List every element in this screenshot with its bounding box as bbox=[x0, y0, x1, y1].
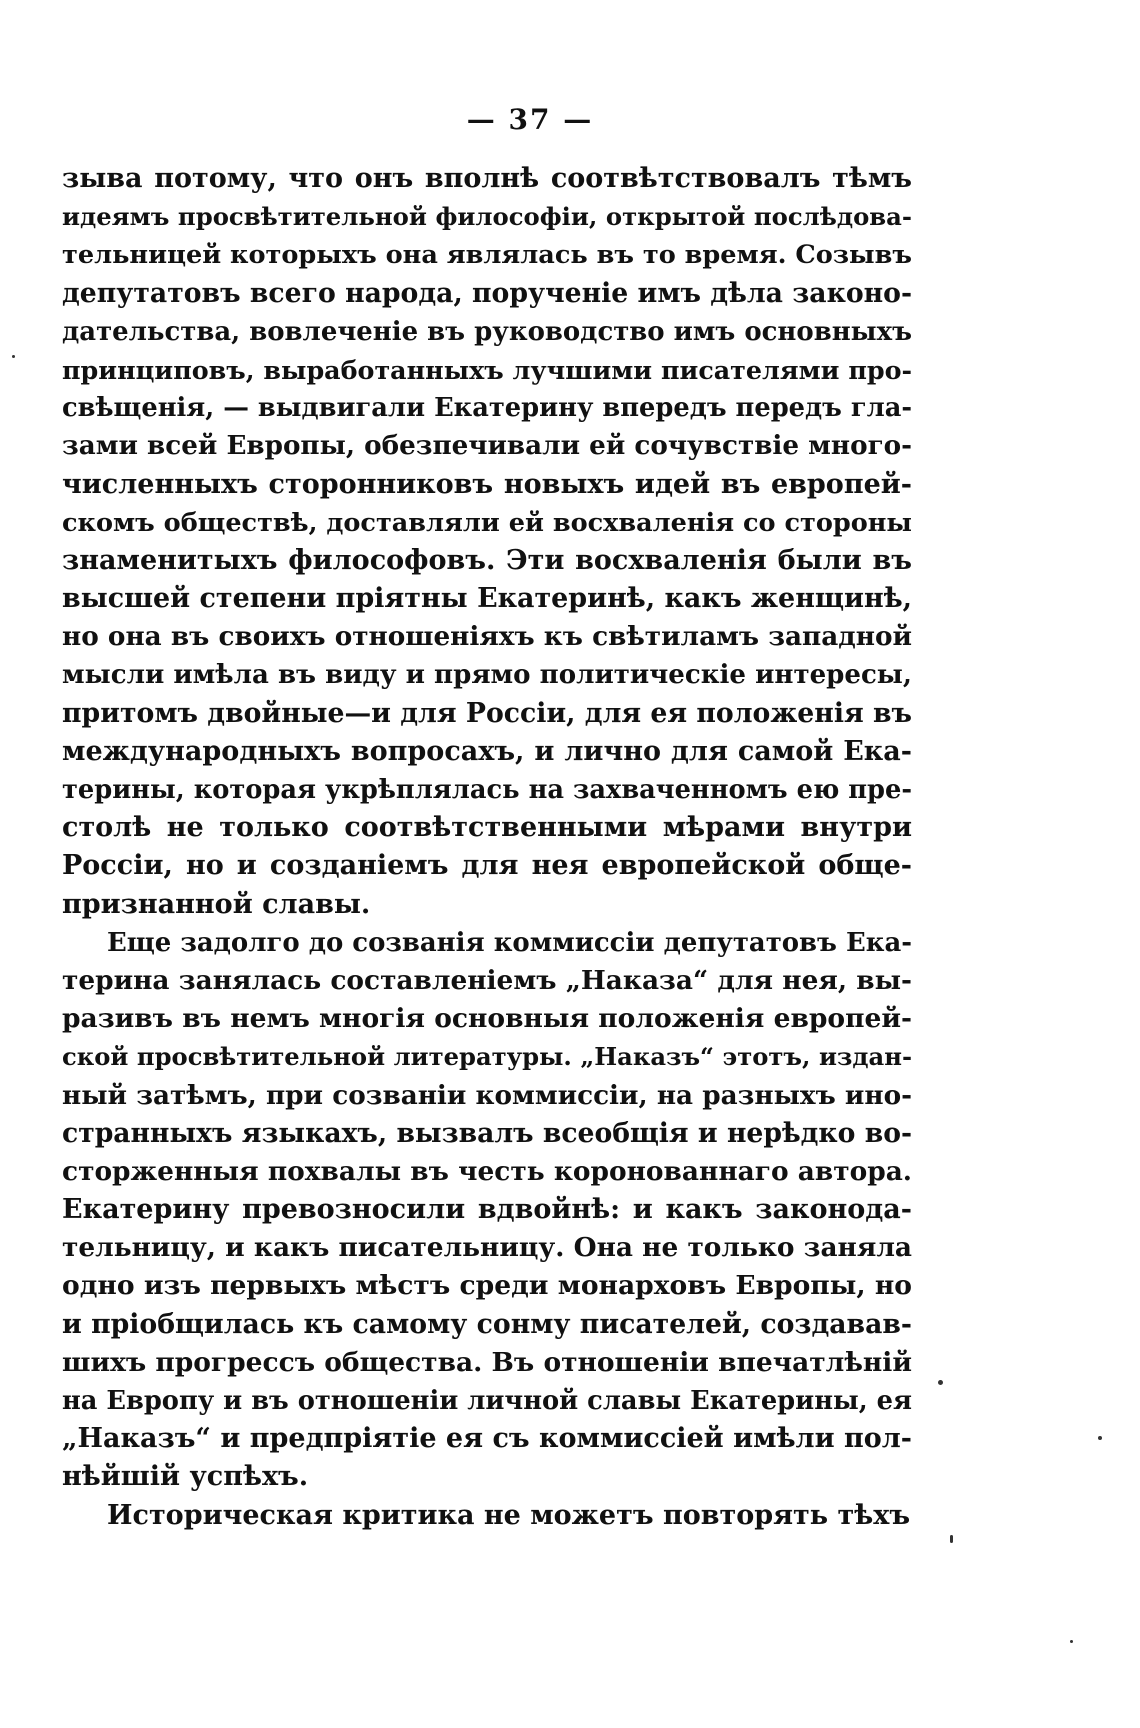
text-line: принциповъ, выработанныхъ лучшими писателями про- bbox=[62, 354, 913, 385]
text-line: высшей степени пріятны Екатеринѣ, какъ женщинѣ, bbox=[62, 583, 912, 615]
text-line: численныхъ сторонниковъ новыхъ идей въ европей- bbox=[62, 468, 912, 500]
text-line: дательства, вовлеченіе въ руководство имъ основныхъ bbox=[62, 316, 912, 347]
text-line: шихъ прогрессъ общества. Въ отношеніи впечатлѣній bbox=[62, 1346, 912, 1378]
text-line: ный затѣмъ, при созваніи коммиссіи, на разныхъ ино- bbox=[62, 1079, 912, 1111]
text-line: зыва потому, что онъ вполнѣ соотвѣтствовалъ тѣмъ bbox=[62, 163, 912, 194]
text-line: терины, которая укрѣплялась на захваченномъ ею пре- bbox=[62, 775, 912, 805]
text-line: и пріобщилась къ самому сонму писателей, создавав- bbox=[62, 1308, 912, 1340]
text-line: странныхъ языкахъ, вызвалъ всеобщія и нерѣдко во- bbox=[62, 1117, 912, 1149]
text-line: тельницей которыхъ она являлась въ то время. Созывъ bbox=[62, 240, 913, 271]
text-line: признанной славы. bbox=[62, 888, 371, 920]
text-line: но она въ своихъ отношеніяхъ къ свѣтиламъ западной bbox=[62, 621, 912, 653]
text-line: мысли имѣла въ виду и прямо политическіе интересы, bbox=[62, 660, 912, 691]
text-line: сторженныя похвалы въ честь коронованнаго автора. bbox=[62, 1155, 912, 1187]
text-line: на Европу и въ отношеніи личной славы Екатерины, ея bbox=[62, 1386, 912, 1416]
text-line: столѣ не только соотвѣтственными мѣрами внутри bbox=[62, 812, 912, 844]
text-line: знаменитыхъ философовъ. Эти восхваленія были въ bbox=[62, 544, 912, 576]
print-speck bbox=[1098, 1436, 1102, 1440]
text-line: Россіи, но и созданіемъ для нея европейской обще- bbox=[62, 850, 912, 882]
print-speck bbox=[1070, 1640, 1073, 1643]
text-line: зами всей Европы, обезпечивали ей сочувствіе много- bbox=[62, 430, 912, 462]
text-line: свѣщенія, — выдвигали Екатерину впередъ передъ гла- bbox=[62, 393, 912, 424]
print-speck bbox=[950, 1535, 953, 1543]
text-line: тельницу, и какъ писательницу. Она не только заняла bbox=[62, 1232, 912, 1264]
page-number: — 37 — bbox=[466, 103, 594, 136]
text-line: депутатовъ всего народа, порученіе имъ дѣла законо- bbox=[62, 277, 913, 309]
print-speck bbox=[938, 1380, 943, 1385]
text-line: идеямъ просвѣтительной философіи, открытой послѣдова- bbox=[62, 202, 912, 232]
print-speck bbox=[12, 355, 15, 358]
text-line: „Наказъ“ и предпріятіе ея съ коммиссіей имѣли пол- bbox=[62, 1423, 912, 1455]
text-line: международныхъ вопросахъ, и лично для самой Ека- bbox=[62, 735, 912, 767]
text-line: Еще задолго до созванія коммиссіи депутатовъ Ека- bbox=[107, 927, 912, 958]
text-line: скомъ обществѣ, доставляли ей восхваленія со стороны bbox=[62, 507, 912, 538]
text-line: терина занялась составленіемъ „Наказа“ для нея, вы- bbox=[62, 964, 912, 996]
text-line: разивъ въ немъ многія основныя положенія европей- bbox=[62, 1003, 912, 1035]
text-line: притомъ двойные—и для Россіи, для ея положенія въ bbox=[62, 697, 912, 729]
text-line: одно изъ первыхъ мѣстъ среди монарховъ Европы, но bbox=[62, 1270, 912, 1302]
text-line: нѣйшій успѣхъ. bbox=[62, 1461, 309, 1493]
text-line: ской просвѣтительной литературы. „Наказъ“ этотъ, издан- bbox=[62, 1042, 912, 1072]
body-text bbox=[62, 160, 912, 1535]
text-line: Историческая критика не можетъ повторять тѣхъ bbox=[107, 1499, 911, 1531]
text-line: Екатерину превозносили вдвойнѣ: и какъ законода- bbox=[62, 1194, 912, 1226]
